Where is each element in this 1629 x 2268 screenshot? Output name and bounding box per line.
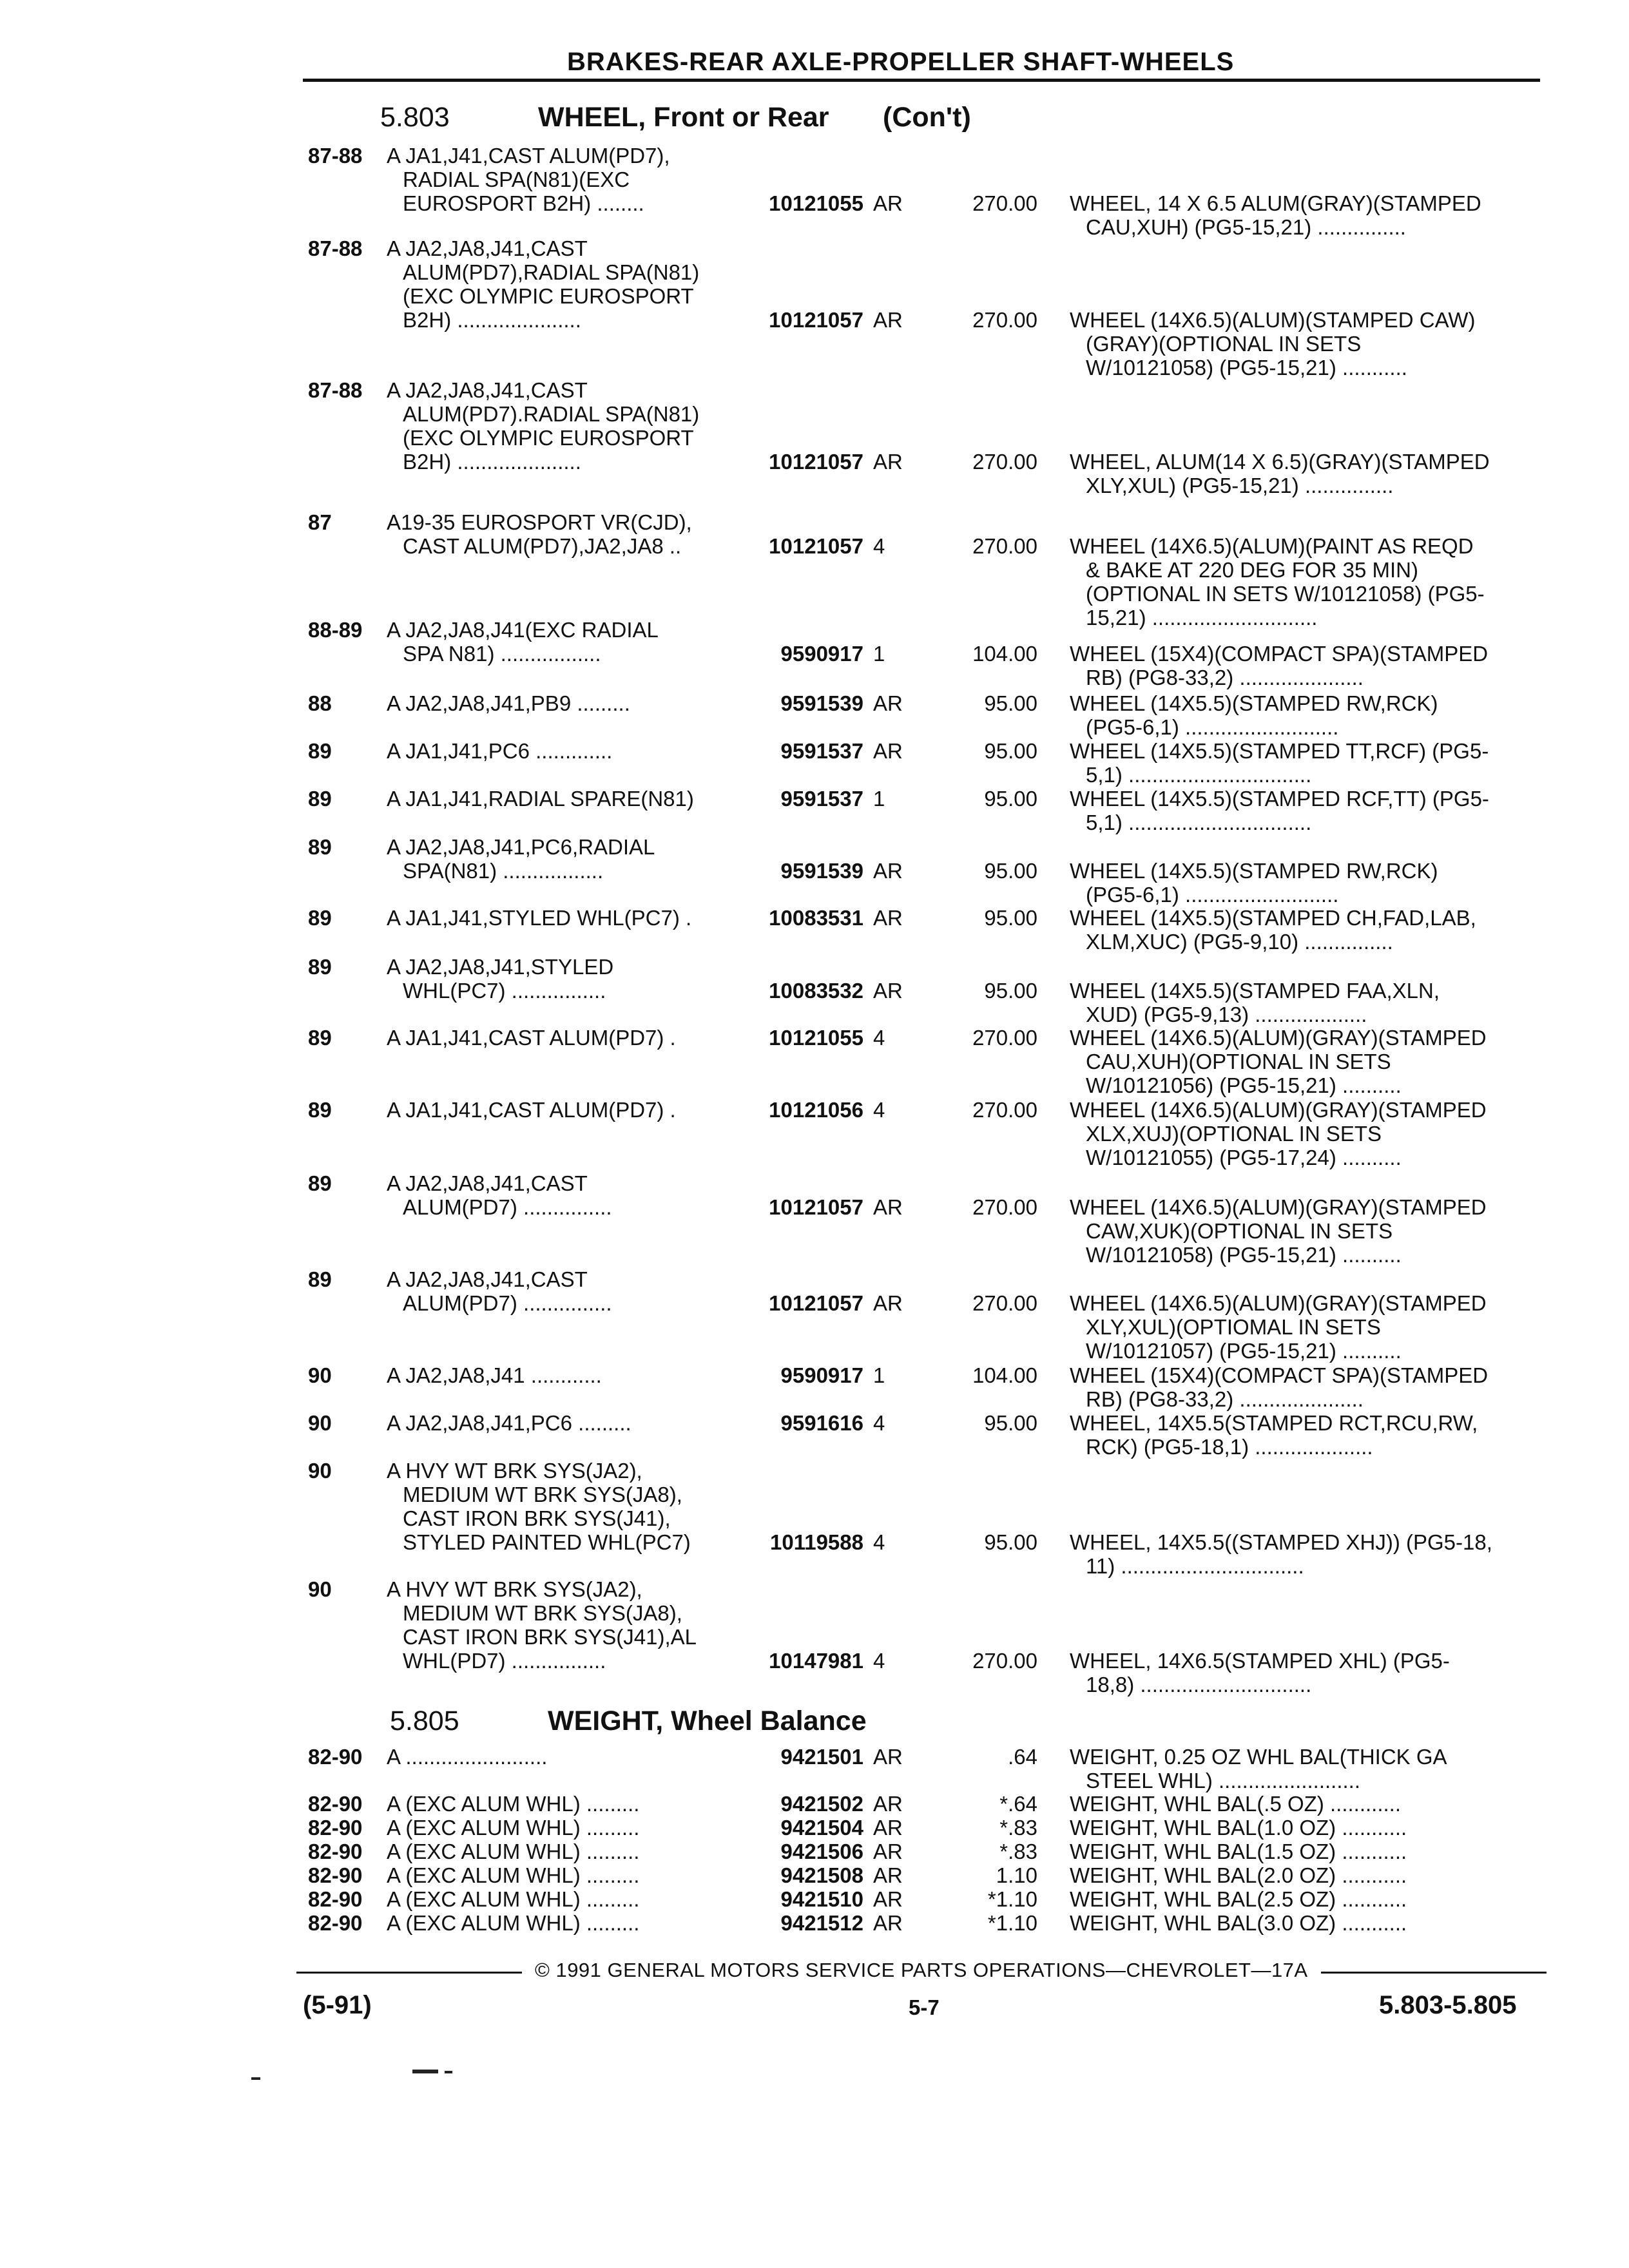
description-cell (1070, 1649, 1547, 1696)
usage-line: A JA1,J41,CAST ALUM(PD7) . (387, 1026, 676, 1050)
description-line: WHEEL (14X6.5)(ALUM)(GRAY)(STAMPED (1070, 1291, 1487, 1315)
description-cell (1070, 1745, 1547, 1792)
description-line: 18,8) ............................. (1086, 1673, 1312, 1696)
scan-mark (251, 2077, 260, 2080)
usage-line: A JA2,JA8,J41,PB9 ......... (387, 691, 630, 715)
quantity: AR (873, 1911, 903, 1935)
description-line: WHEEL, 14X5.5((STAMPED XHJ)) (PG5-18, (1070, 1530, 1492, 1554)
part-number: 10121057 (769, 450, 863, 474)
usage-line: MEDIUM WT BRK SYS(JA8), (403, 1601, 682, 1625)
model-year: 89 (308, 906, 332, 930)
description-line: WEIGHT, WHL BAL(2.0 OZ) ........... (1070, 1863, 1407, 1887)
quantity: 4 (873, 1026, 885, 1050)
usage-line: A HVY WT BRK SYS(JA2), (387, 1577, 642, 1601)
price: 1.10 (996, 1863, 1037, 1887)
description-line: (PG5-6,1) .......................... (1086, 883, 1339, 907)
part-number: 10083531 (769, 906, 863, 930)
model-year: 87-88 (308, 236, 363, 260)
description-line: & BAKE AT 220 DEG FOR 35 MIN) (1086, 558, 1418, 582)
quantity: AR (873, 979, 903, 1003)
usage-cell (387, 510, 741, 558)
usage-cell (387, 739, 741, 763)
description-line: WHEEL, ALUM(14 X 6.5)(GRAY)(STAMPED (1070, 450, 1490, 474)
description-line: RB) (PG8-33,2) ..................... (1086, 666, 1364, 689)
model-year: 87-88 (308, 378, 363, 402)
footer-date-code: (5-91) (303, 1991, 372, 2019)
description-line: CAU,XUH) (PG5-15,21) ............... (1086, 215, 1406, 239)
description-cell (1070, 1792, 1547, 1816)
part-number: 10121057 (769, 534, 863, 558)
usage-cell (387, 144, 741, 215)
footer-rule-right (1321, 1972, 1547, 1974)
usage-line: EUROSPORT B2H) ........ (403, 191, 644, 215)
description-line: 5,1) ............................... (1086, 763, 1312, 787)
usage-line: A ........................ (387, 1745, 548, 1769)
description-line: (GRAY)(OPTIONAL IN SETS (1086, 332, 1362, 356)
model-year: 89 (308, 955, 332, 979)
quantity: 4 (873, 1530, 885, 1554)
model-year: 89 (308, 1026, 332, 1050)
section-continued: (Con't) (883, 102, 971, 133)
quantity: 4 (873, 1649, 885, 1673)
price: *.83 (999, 1840, 1037, 1863)
description-line: WEIGHT, WHL BAL(2.5 OZ) ........... (1070, 1887, 1407, 1911)
usage-cell (387, 378, 741, 474)
quantity: AR (873, 1816, 903, 1840)
description-line: WHEEL (15X4)(COMPACT SPA)(STAMPED (1070, 1363, 1489, 1387)
usage-line: ALUM(PD7) ............... (403, 1291, 612, 1315)
usage-line: SPA(N81) ................. (403, 859, 604, 883)
usage-cell (387, 1816, 741, 1840)
price: 270.00 (972, 308, 1037, 332)
usage-cell (387, 1863, 741, 1887)
description-line: WEIGHT, WHL BAL(3.0 OZ) ........... (1070, 1911, 1407, 1935)
quantity: 1 (873, 787, 885, 811)
scan-mark (445, 2071, 452, 2073)
usage-cell (387, 618, 741, 666)
model-year: 82-90 (308, 1745, 363, 1769)
usage-cell (387, 1411, 741, 1435)
part-number: 10121057 (769, 1291, 863, 1315)
description-line: WHEEL (14X6.5)(ALUM)(PAINT AS REQD (1070, 534, 1474, 558)
section-title: WHEEL, Front or Rear (538, 102, 829, 133)
description-line: W/10121055) (PG5-17,24) .......... (1086, 1146, 1402, 1169)
usage-line: A (EXC ALUM WHL) ......... (387, 1816, 640, 1840)
description-line: 11) ............................... (1086, 1554, 1304, 1578)
usage-line: A JA1,J41,PC6 ............. (387, 739, 613, 763)
description-line: WHEEL (14X5.5)(STAMPED FAA,XLN, (1070, 979, 1440, 1003)
usage-cell (387, 1098, 741, 1122)
usage-line: ALUM(PD7).RADIAL SPA(N81) (403, 402, 700, 426)
description-cell (1070, 1840, 1547, 1863)
part-number: 10121057 (769, 1195, 863, 1219)
description-line: W/10121056) (PG5-15,21) .......... (1086, 1073, 1402, 1097)
model-year: 87-88 (308, 144, 363, 168)
quantity: AR (873, 1792, 903, 1816)
description-cell (1070, 979, 1547, 1026)
part-number: 10119588 (769, 1530, 863, 1554)
usage-line: A JA1,J41,STYLED WHL(PC7) . (387, 906, 692, 930)
quantity: AR (873, 1840, 903, 1863)
part-number: 9591616 (780, 1411, 863, 1435)
usage-line: A JA2,JA8,J41 ............ (387, 1363, 602, 1387)
part-number: 9591537 (780, 739, 863, 763)
model-year: 82-90 (308, 1816, 363, 1840)
description-cell (1070, 534, 1547, 629)
description-line: WHEEL (14X5.5)(STAMPED TT,RCF) (PG5- (1070, 739, 1489, 763)
usage-cell (387, 787, 741, 811)
usage-line: CAST IRON BRK SYS(J41), (403, 1506, 671, 1530)
price: 95.00 (984, 906, 1037, 930)
usage-line: A JA2,JA8,J41,CAST (387, 1171, 588, 1195)
description-cell (1070, 308, 1547, 380)
usage-line: CAST IRON BRK SYS(J41),AL (403, 1625, 697, 1649)
quantity: 1 (873, 1363, 885, 1387)
description-cell (1070, 450, 1547, 497)
usage-line: A JA1,J41,CAST ALUM(PD7), (387, 144, 670, 168)
usage-cell (387, 1363, 741, 1387)
section-number: 5.805 (390, 1706, 459, 1736)
usage-line: A JA2,JA8,J41(EXC RADIAL (387, 618, 659, 642)
footer-page-number: 5-7 (909, 1995, 940, 2019)
usage-cell (387, 1887, 741, 1911)
price: 95.00 (984, 739, 1037, 763)
usage-line: ALUM(PD7) ............... (403, 1195, 612, 1219)
description-line: XLX,XUJ)(OPTIONAL IN SETS (1086, 1122, 1382, 1146)
usage-cell (387, 1267, 741, 1315)
usage-line: A JA2,JA8,J41,CAST (387, 378, 588, 402)
usage-cell (387, 1026, 741, 1050)
description-line: WHEEL, 14X5.5(STAMPED RCT,RCU,RW, (1070, 1411, 1478, 1435)
scan-mark (412, 2070, 438, 2073)
description-line: WHEEL (14X5.5)(STAMPED RCF,TT) (PG5- (1070, 787, 1489, 811)
part-number: 9421502 (780, 1792, 863, 1816)
description-line: WHEEL, 14 X 6.5 ALUM(GRAY)(STAMPED (1070, 191, 1481, 215)
description-line: 15,21) ............................ (1086, 606, 1318, 629)
description-cell (1070, 691, 1547, 739)
price: 270.00 (972, 534, 1037, 558)
model-year: 90 (308, 1459, 332, 1483)
usage-cell (387, 1792, 741, 1816)
part-number: 9591537 (780, 787, 863, 811)
quantity: AR (873, 191, 903, 215)
price: 270.00 (972, 1098, 1037, 1122)
model-year: 82-90 (308, 1792, 363, 1816)
quantity: AR (873, 450, 903, 474)
part-number: 10083532 (769, 979, 863, 1003)
part-number: 9590917 (780, 1363, 863, 1387)
usage-line: STYLED PAINTED WHL(PC7) (403, 1530, 691, 1554)
price: 104.00 (972, 1363, 1037, 1387)
usage-line: A (EXC ALUM WHL) ......... (387, 1863, 640, 1887)
usage-line: A (EXC ALUM WHL) ......... (387, 1911, 640, 1935)
quantity: AR (873, 1887, 903, 1911)
quantity: AR (873, 308, 903, 332)
description-line: W/10121058) (PG5-15,21) .......... (1086, 1243, 1402, 1267)
description-cell (1070, 787, 1547, 834)
description-line: CAW,XUK)(OPTIONAL IN SETS (1086, 1219, 1393, 1243)
usage-cell (387, 1459, 741, 1554)
usage-line: A JA1,J41,CAST ALUM(PD7) . (387, 1098, 676, 1122)
usage-cell (387, 906, 741, 930)
description-cell (1070, 1530, 1547, 1578)
usage-line: CAST ALUM(PD7),JA2,JA8 .. (403, 534, 682, 558)
description-line: WHEEL, 14X6.5(STAMPED XHL) (PG5- (1070, 1649, 1450, 1673)
description-line: WHEEL (15X4)(COMPACT SPA)(STAMPED (1070, 642, 1489, 666)
usage-line: RADIAL SPA(N81)(EXC (403, 168, 630, 191)
description-cell (1070, 1887, 1547, 1911)
part-number: 9591539 (780, 691, 863, 715)
usage-line: A (EXC ALUM WHL) ......... (387, 1887, 640, 1911)
description-cell (1070, 1863, 1547, 1887)
description-line: WEIGHT, WHL BAL(1.0 OZ) ........... (1070, 1816, 1407, 1840)
part-number: 10121055 (769, 191, 863, 215)
description-line: CAU,XUH)(OPTIONAL IN SETS (1086, 1050, 1391, 1073)
part-number: 10121055 (769, 1026, 863, 1050)
description-line: (PG5-6,1) .......................... (1086, 715, 1339, 739)
description-cell (1070, 1411, 1547, 1459)
model-year: 87 (308, 510, 332, 534)
description-cell (1070, 1291, 1547, 1363)
description-line: XLY,XUL)(OPTIOMAL IN SETS (1086, 1315, 1381, 1339)
footer-section-range: 5.803-5.805 (1379, 1991, 1517, 2019)
part-number: 10121057 (769, 308, 863, 332)
section-title: WEIGHT, Wheel Balance (548, 1706, 867, 1736)
description-cell (1070, 859, 1547, 907)
price: 95.00 (984, 787, 1037, 811)
price: 270.00 (972, 1649, 1037, 1673)
price: .64 (1008, 1745, 1037, 1769)
model-year: 89 (308, 1267, 332, 1291)
description-cell (1070, 642, 1547, 689)
description-cell (1070, 1195, 1547, 1267)
model-year: 90 (308, 1411, 332, 1435)
model-year: 90 (308, 1363, 332, 1387)
usage-line: WHL(PD7) ................ (403, 1649, 606, 1673)
description-line: W/10121057) (PG5-15,21) .......... (1086, 1339, 1402, 1363)
description-line: XLY,XUL) (PG5-15,21) ............... (1086, 474, 1394, 497)
description-line: WHEEL (14X5.5)(STAMPED RW,RCK) (1070, 859, 1438, 883)
footer-copyright: © 1991 GENERAL MOTORS SERVICE PARTS OPERATIONS—CHEVROLET—17A (535, 1959, 1308, 1981)
model-year: 82-90 (308, 1863, 363, 1887)
price: 270.00 (972, 191, 1037, 215)
usage-line: A JA2,JA8,J41,PC6,RADIAL (387, 835, 655, 859)
description-line: WHEEL (14X6.5)(ALUM)(GRAY)(STAMPED (1070, 1098, 1487, 1122)
usage-cell (387, 955, 741, 1003)
price: 270.00 (972, 1026, 1037, 1050)
usage-line: A JA2,JA8,J41,CAST (387, 1267, 588, 1291)
usage-line: A HVY WT BRK SYS(JA2), (387, 1459, 642, 1483)
part-number: 9421504 (780, 1816, 863, 1840)
model-year: 89 (308, 1098, 332, 1122)
description-line: RB) (PG8-33,2) ..................... (1086, 1387, 1364, 1411)
description-line: WHEEL (14X6.5)(ALUM)(GRAY)(STAMPED (1070, 1195, 1487, 1219)
model-year: 89 (308, 739, 332, 763)
description-line: WHEEL (14X5.5)(STAMPED CH,FAD,LAB, (1070, 906, 1476, 930)
model-year: 89 (308, 1171, 332, 1195)
usage-line: A (EXC ALUM WHL) ......... (387, 1792, 640, 1816)
model-year: 82-90 (308, 1840, 363, 1863)
quantity: AR (873, 906, 903, 930)
description-cell (1070, 1816, 1547, 1840)
usage-cell (387, 835, 741, 883)
usage-line: A19-35 EUROSPORT VR(CJD), (387, 510, 692, 534)
price: *1.10 (987, 1911, 1037, 1935)
usage-line: WHL(PC7) ................ (403, 979, 606, 1003)
price: 95.00 (984, 979, 1037, 1003)
description-cell (1070, 1363, 1547, 1411)
price: 270.00 (972, 1195, 1037, 1219)
price: *.83 (999, 1816, 1037, 1840)
description-cell (1070, 1098, 1547, 1169)
model-year: 82-90 (308, 1911, 363, 1935)
usage-cell (387, 1745, 741, 1769)
model-year: 90 (308, 1577, 332, 1601)
description-line: STEEL WHL) ........................ (1086, 1769, 1361, 1792)
price: 95.00 (984, 691, 1037, 715)
description-line: W/10121058) (PG5-15,21) ........... (1086, 356, 1407, 380)
page-header-title: BRAKES-REAR AXLE-PROPELLER SHAFT-WHEELS (567, 48, 1235, 76)
usage-cell (387, 236, 741, 332)
quantity: AR (873, 1745, 903, 1769)
usage-line: B2H) ..................... (403, 308, 581, 332)
part-number: 9421506 (780, 1840, 863, 1863)
description-line: (OPTIONAL IN SETS W/10121058) (PG5- (1086, 582, 1485, 606)
description-line: XUD) (PG5-9,13) ................... (1086, 1003, 1367, 1026)
description-cell (1070, 906, 1547, 954)
usage-cell (387, 1171, 741, 1219)
usage-line: MEDIUM WT BRK SYS(JA8), (403, 1483, 682, 1506)
header-rule (303, 79, 1540, 82)
usage-line: SPA N81) ................. (403, 642, 601, 666)
usage-line: (EXC OLYMPIC EUROSPORT (403, 284, 694, 308)
usage-cell (387, 1911, 741, 1935)
quantity: AR (873, 1291, 903, 1315)
part-number: 9421508 (780, 1863, 863, 1887)
part-number: 9421510 (780, 1887, 863, 1911)
usage-line: A JA2,JA8,J41,PC6 ......... (387, 1411, 631, 1435)
quantity: AR (873, 1195, 903, 1219)
quantity: 1 (873, 642, 885, 666)
usage-cell (387, 691, 741, 715)
description-line: WHEEL (14X6.5)(ALUM)(STAMPED CAW) (1070, 308, 1476, 332)
description-line: WEIGHT, 0.25 OZ WHL BAL(THICK GA (1070, 1745, 1447, 1769)
price: 95.00 (984, 859, 1037, 883)
part-number: 9590917 (780, 642, 863, 666)
usage-line: A (EXC ALUM WHL) ......... (387, 1840, 640, 1863)
part-number: 9421512 (780, 1911, 863, 1935)
usage-cell (387, 1577, 741, 1673)
price: *1.10 (987, 1887, 1037, 1911)
description-cell (1070, 191, 1547, 239)
model-year: 89 (308, 835, 332, 859)
description-cell (1070, 1911, 1547, 1935)
quantity: 4 (873, 1411, 885, 1435)
usage-line: A JA2,JA8,J41,STYLED (387, 955, 614, 979)
description-line: XLM,XUC) (PG5-9,10) ............... (1086, 930, 1393, 954)
usage-line: B2H) ..................... (403, 450, 581, 474)
quantity: AR (873, 739, 903, 763)
price: 270.00 (972, 1291, 1037, 1315)
model-year: 88-89 (308, 618, 363, 642)
part-number: 10121056 (769, 1098, 863, 1122)
part-number: 9591539 (780, 859, 863, 883)
part-number: 10147981 (769, 1649, 863, 1673)
usage-cell (387, 1840, 741, 1863)
model-year: 82-90 (308, 1887, 363, 1911)
description-line: RCK) (PG5-18,1) .................... (1086, 1435, 1373, 1459)
price: 270.00 (972, 450, 1037, 474)
model-year: 89 (308, 787, 332, 811)
usage-line: ALUM(PD7),RADIAL SPA(N81) (403, 260, 700, 284)
quantity: AR (873, 1863, 903, 1887)
part-number: 9421501 (780, 1745, 863, 1769)
price: 95.00 (984, 1411, 1037, 1435)
section-number: 5.803 (380, 102, 450, 133)
price: 104.00 (972, 642, 1037, 666)
description-line: WEIGHT, WHL BAL(1.5 OZ) ........... (1070, 1840, 1407, 1863)
quantity: 4 (873, 534, 885, 558)
price: *.64 (999, 1792, 1037, 1816)
price: 95.00 (984, 1530, 1037, 1554)
footer-rule-left (296, 1972, 522, 1974)
description-line: 5,1) ............................... (1086, 811, 1312, 834)
usage-line: A JA2,JA8,J41,CAST (387, 236, 588, 260)
description-cell (1070, 1026, 1547, 1097)
model-year: 88 (308, 691, 332, 715)
description-line: WEIGHT, WHL BAL(.5 OZ) ............ (1070, 1792, 1401, 1816)
usage-line: A JA1,J41,RADIAL SPARE(N81) (387, 787, 694, 811)
description-line: WHEEL (14X6.5)(ALUM)(GRAY)(STAMPED (1070, 1026, 1487, 1050)
usage-line: (EXC OLYMPIC EUROSPORT (403, 426, 694, 450)
description-cell (1070, 739, 1547, 787)
quantity: AR (873, 691, 903, 715)
quantity: AR (873, 859, 903, 883)
quantity: 4 (873, 1098, 885, 1122)
description-line: WHEEL (14X5.5)(STAMPED RW,RCK) (1070, 691, 1438, 715)
